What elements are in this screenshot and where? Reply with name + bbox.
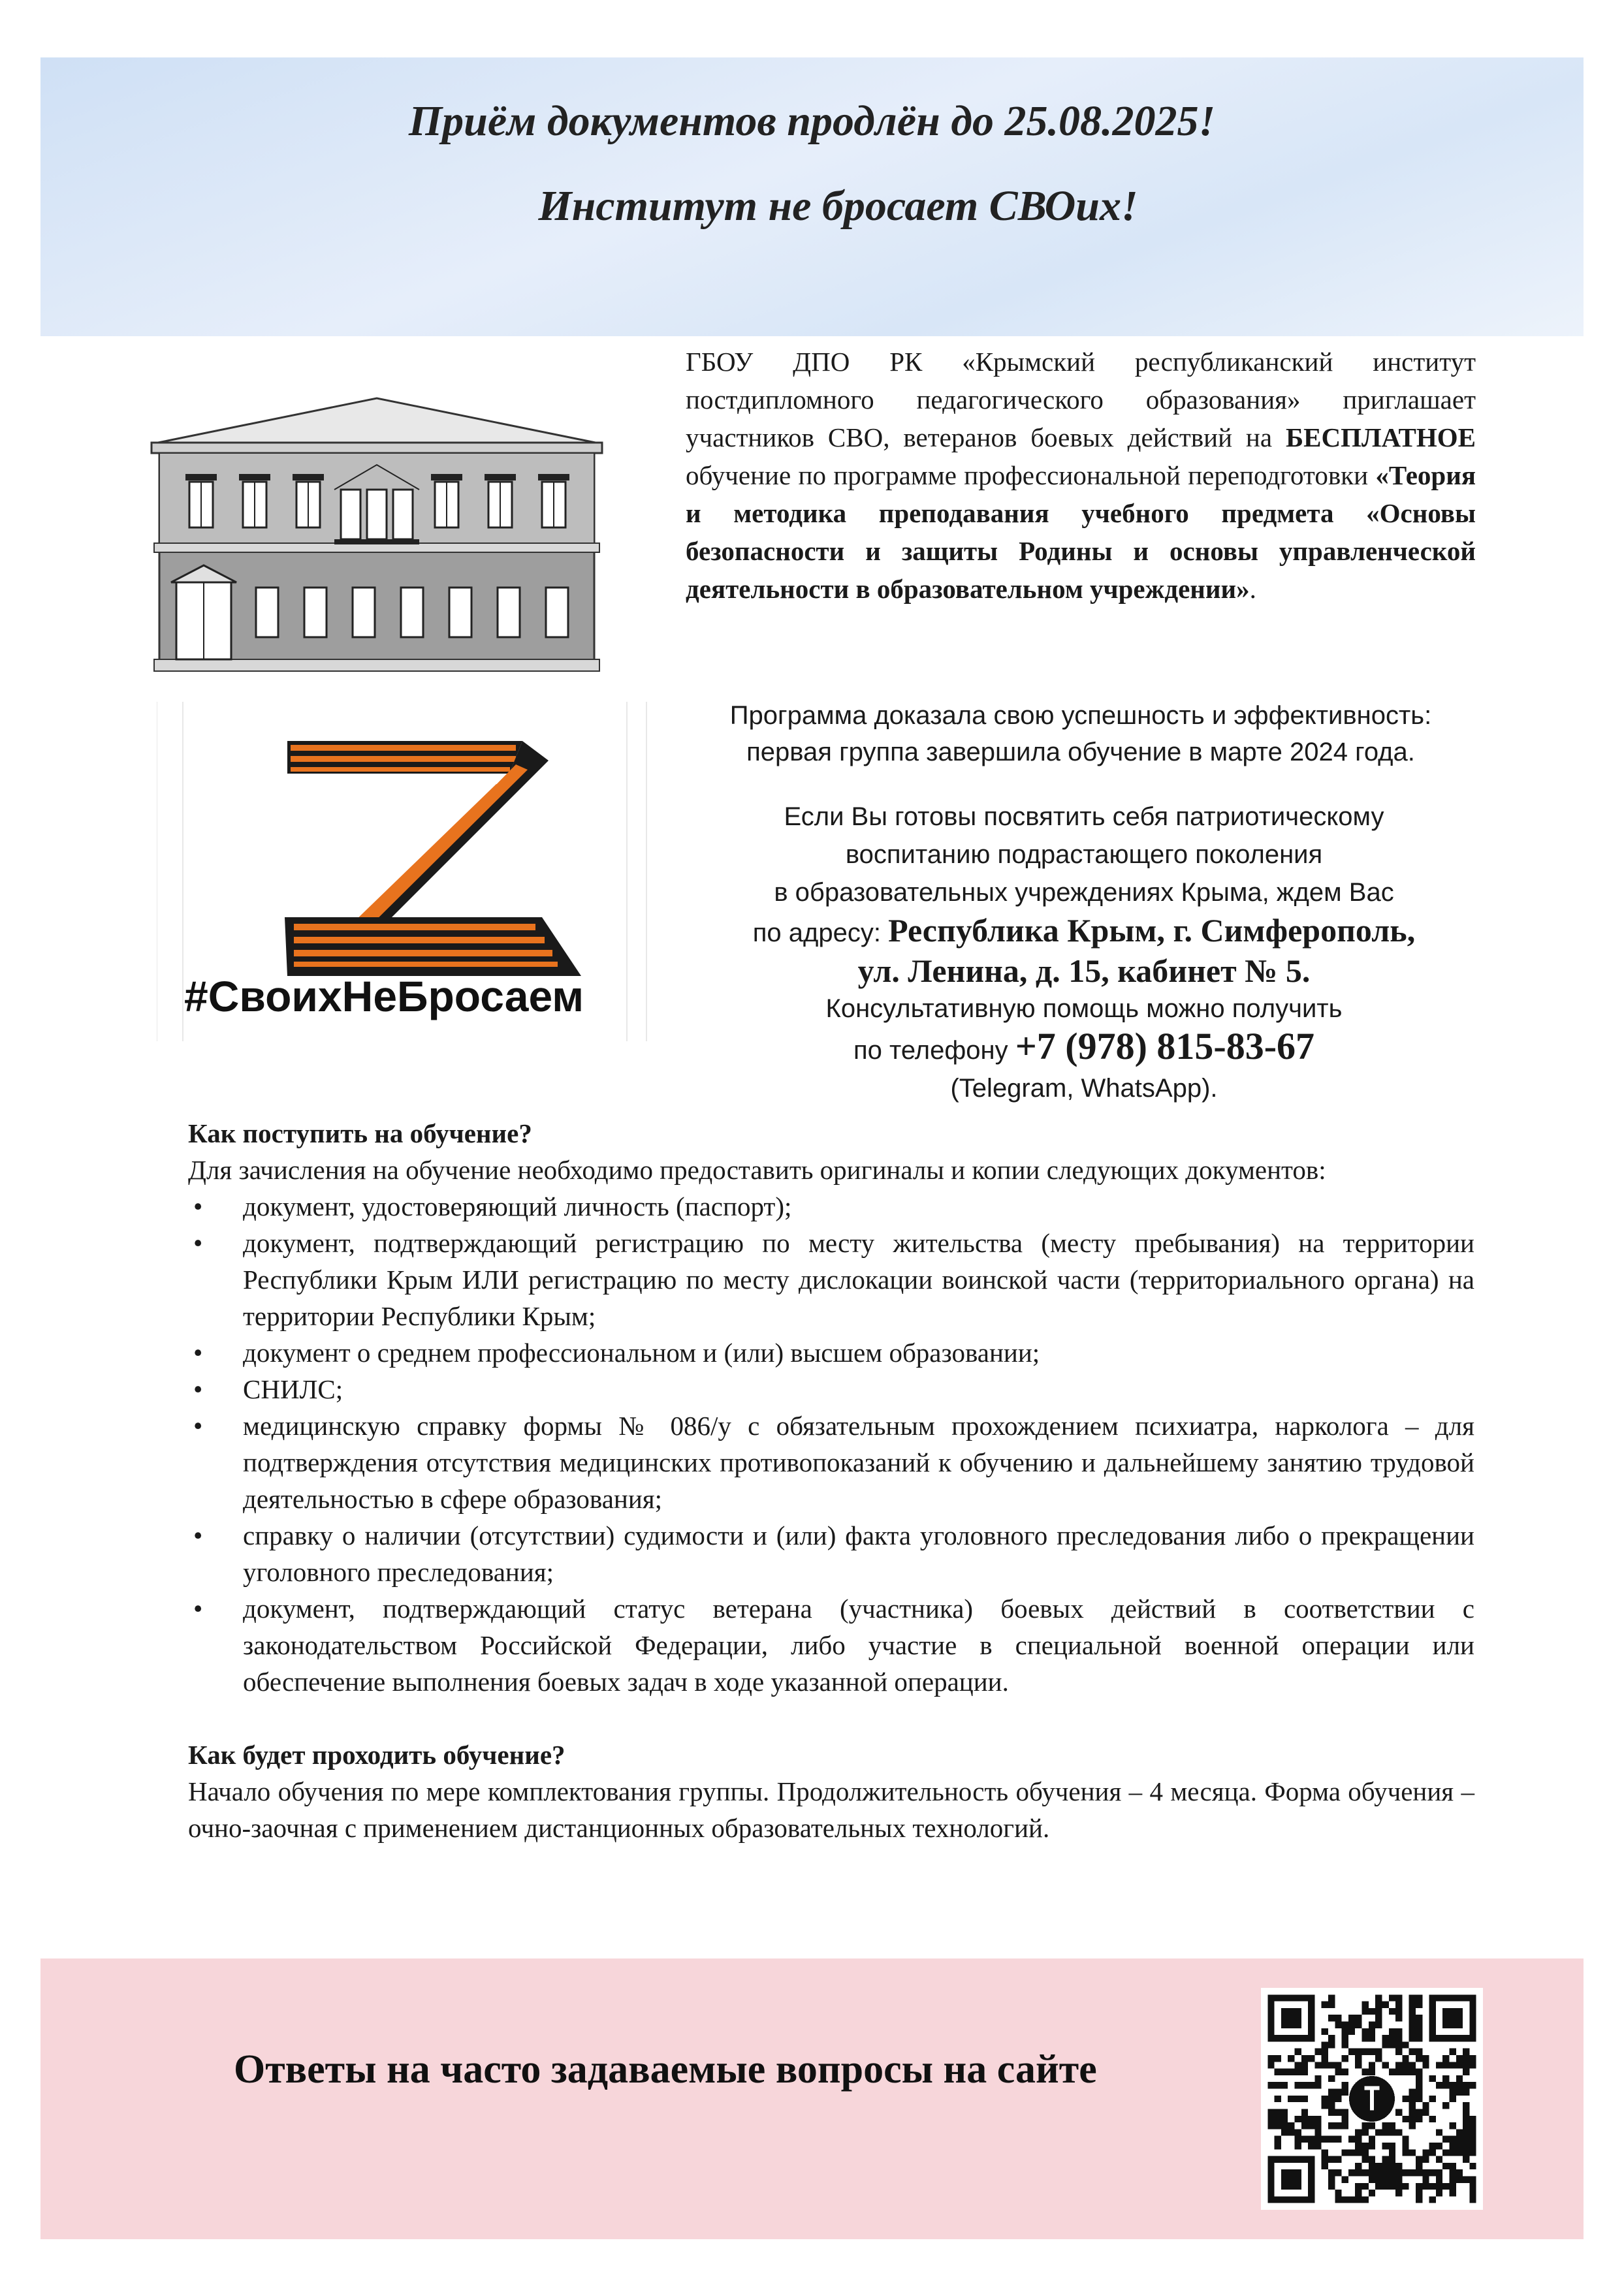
address-street: ул. Ленина, д. 15, кабинет № 5. <box>857 952 1311 989</box>
free-emphasis: БЕСПЛАТНОЕ <box>1286 422 1476 452</box>
contact-line: воспитанию подрастающего поколения <box>845 840 1323 869</box>
list-item: • документ о среднем профессиональном и (или) высшем образовании; <box>243 1334 1474 1371</box>
list-item: • документ, подтверждающий статус ветерана (участника) боевых действий в соответствии с законодательством Российской Федерации, либо участие в специальной военной операции или обеспечение выполнения боевых задач в ходе указанной операции. <box>243 1590 1474 1700</box>
header-banner <box>40 57 1584 336</box>
qr-code[interactable] <box>1261 1988 1483 2210</box>
program-title: «Теория и методика преподавания учебного предмета «Основы безопасности и защиты Родины и основы управленческой деятельности в образовательном учреждении» <box>686 460 1476 604</box>
hashtag-label: #СвоихНеБросаем <box>184 972 584 1020</box>
list-item: • медицинскую справку формы № 086/у с обязательным прохождением психиатра, нарколога – для подтверждения отсутствия медицинских противопоказаний к обучению и дальнейшему занятию трудовой деятельностью в сфере образования; <box>243 1407 1474 1517</box>
success-line: Программа доказала свою успешность и эффективность: <box>729 701 1432 730</box>
list-item: • справку о наличии (отсутствии) судимости и (или) факта уголовного преследования либо о прекращении уголовного преследования; <box>243 1517 1474 1590</box>
messengers-note: (Telegram, WhatsApp). <box>950 1074 1218 1103</box>
faq-text: Ответы на часто задаваемые вопросы на сайте <box>234 2047 1097 2092</box>
building-illustration <box>145 392 609 679</box>
phone-number: +7 (978) 815-83-67 <box>1015 1025 1315 1067</box>
contact-line: в образовательных учреждениях Крыма, ждем Вас <box>774 878 1394 907</box>
training-heading: Как будет проходить обучение? <box>188 1740 565 1770</box>
list-item: • документ, удостоверяющий личность (паспорт); <box>243 1188 1474 1225</box>
intro-text-start: ГБОУ ДПО РК «Крымский республиканский институт постдипломного педагогического образования» приглашает участников СВО, ветеранов боевых действий на <box>686 347 1476 452</box>
phone-line <box>653 1025 1515 1069</box>
contact-block <box>653 798 1515 1107</box>
success-note <box>686 697 1476 770</box>
footer-banner <box>40 1958 1584 2239</box>
address-city: Республика Крым, г. Симферополь, <box>888 912 1416 949</box>
admission-heading: Как поступить на обучение? <box>188 1118 532 1148</box>
contact-line: Если Вы готовы посвятить себя патриотическому <box>784 802 1384 831</box>
training-text: Начало обучения по мере комплектования группы. Продолжительность обучения – 4 месяца. Форма обучения – очно-заочная с применением дистанционных образовательных технологий. <box>188 1776 1474 1843</box>
main-content <box>188 1115 1474 1846</box>
address-prefix: по адресу: <box>752 919 889 947</box>
success-line: первая группа завершила обучение в марте 2024 года. <box>746 738 1415 766</box>
header-slogan: Институт не бросает СВОих! <box>538 182 1138 230</box>
list-item: • СНИЛС; <box>243 1371 1474 1407</box>
intro-text-end: . <box>1249 574 1256 604</box>
intro-text-middle: обучение по программе профессиональной переподготовки <box>686 460 1376 490</box>
intro-paragraph <box>686 343 1476 608</box>
documents-list <box>188 1188 1474 1700</box>
list-item: • документ, подтверждающий регистрацию по месту жительства (месту пребывания) на территории Республики Крым ИЛИ регистрацию по месту дислокации воинской части (территориального органа) на территории Республики Крым; <box>243 1225 1474 1334</box>
contact-help: Консультативную помощь можно получить <box>825 994 1343 1023</box>
admission-lead: Для зачисления на обучение необходимо предоставить оригиналы и копии следующих документов: <box>188 1155 1326 1185</box>
header-deadline: Приём документов продлён до 25.08.2025! <box>408 97 1216 145</box>
phone-prefix: по телефону <box>853 1036 1015 1065</box>
address-line <box>653 911 1515 952</box>
